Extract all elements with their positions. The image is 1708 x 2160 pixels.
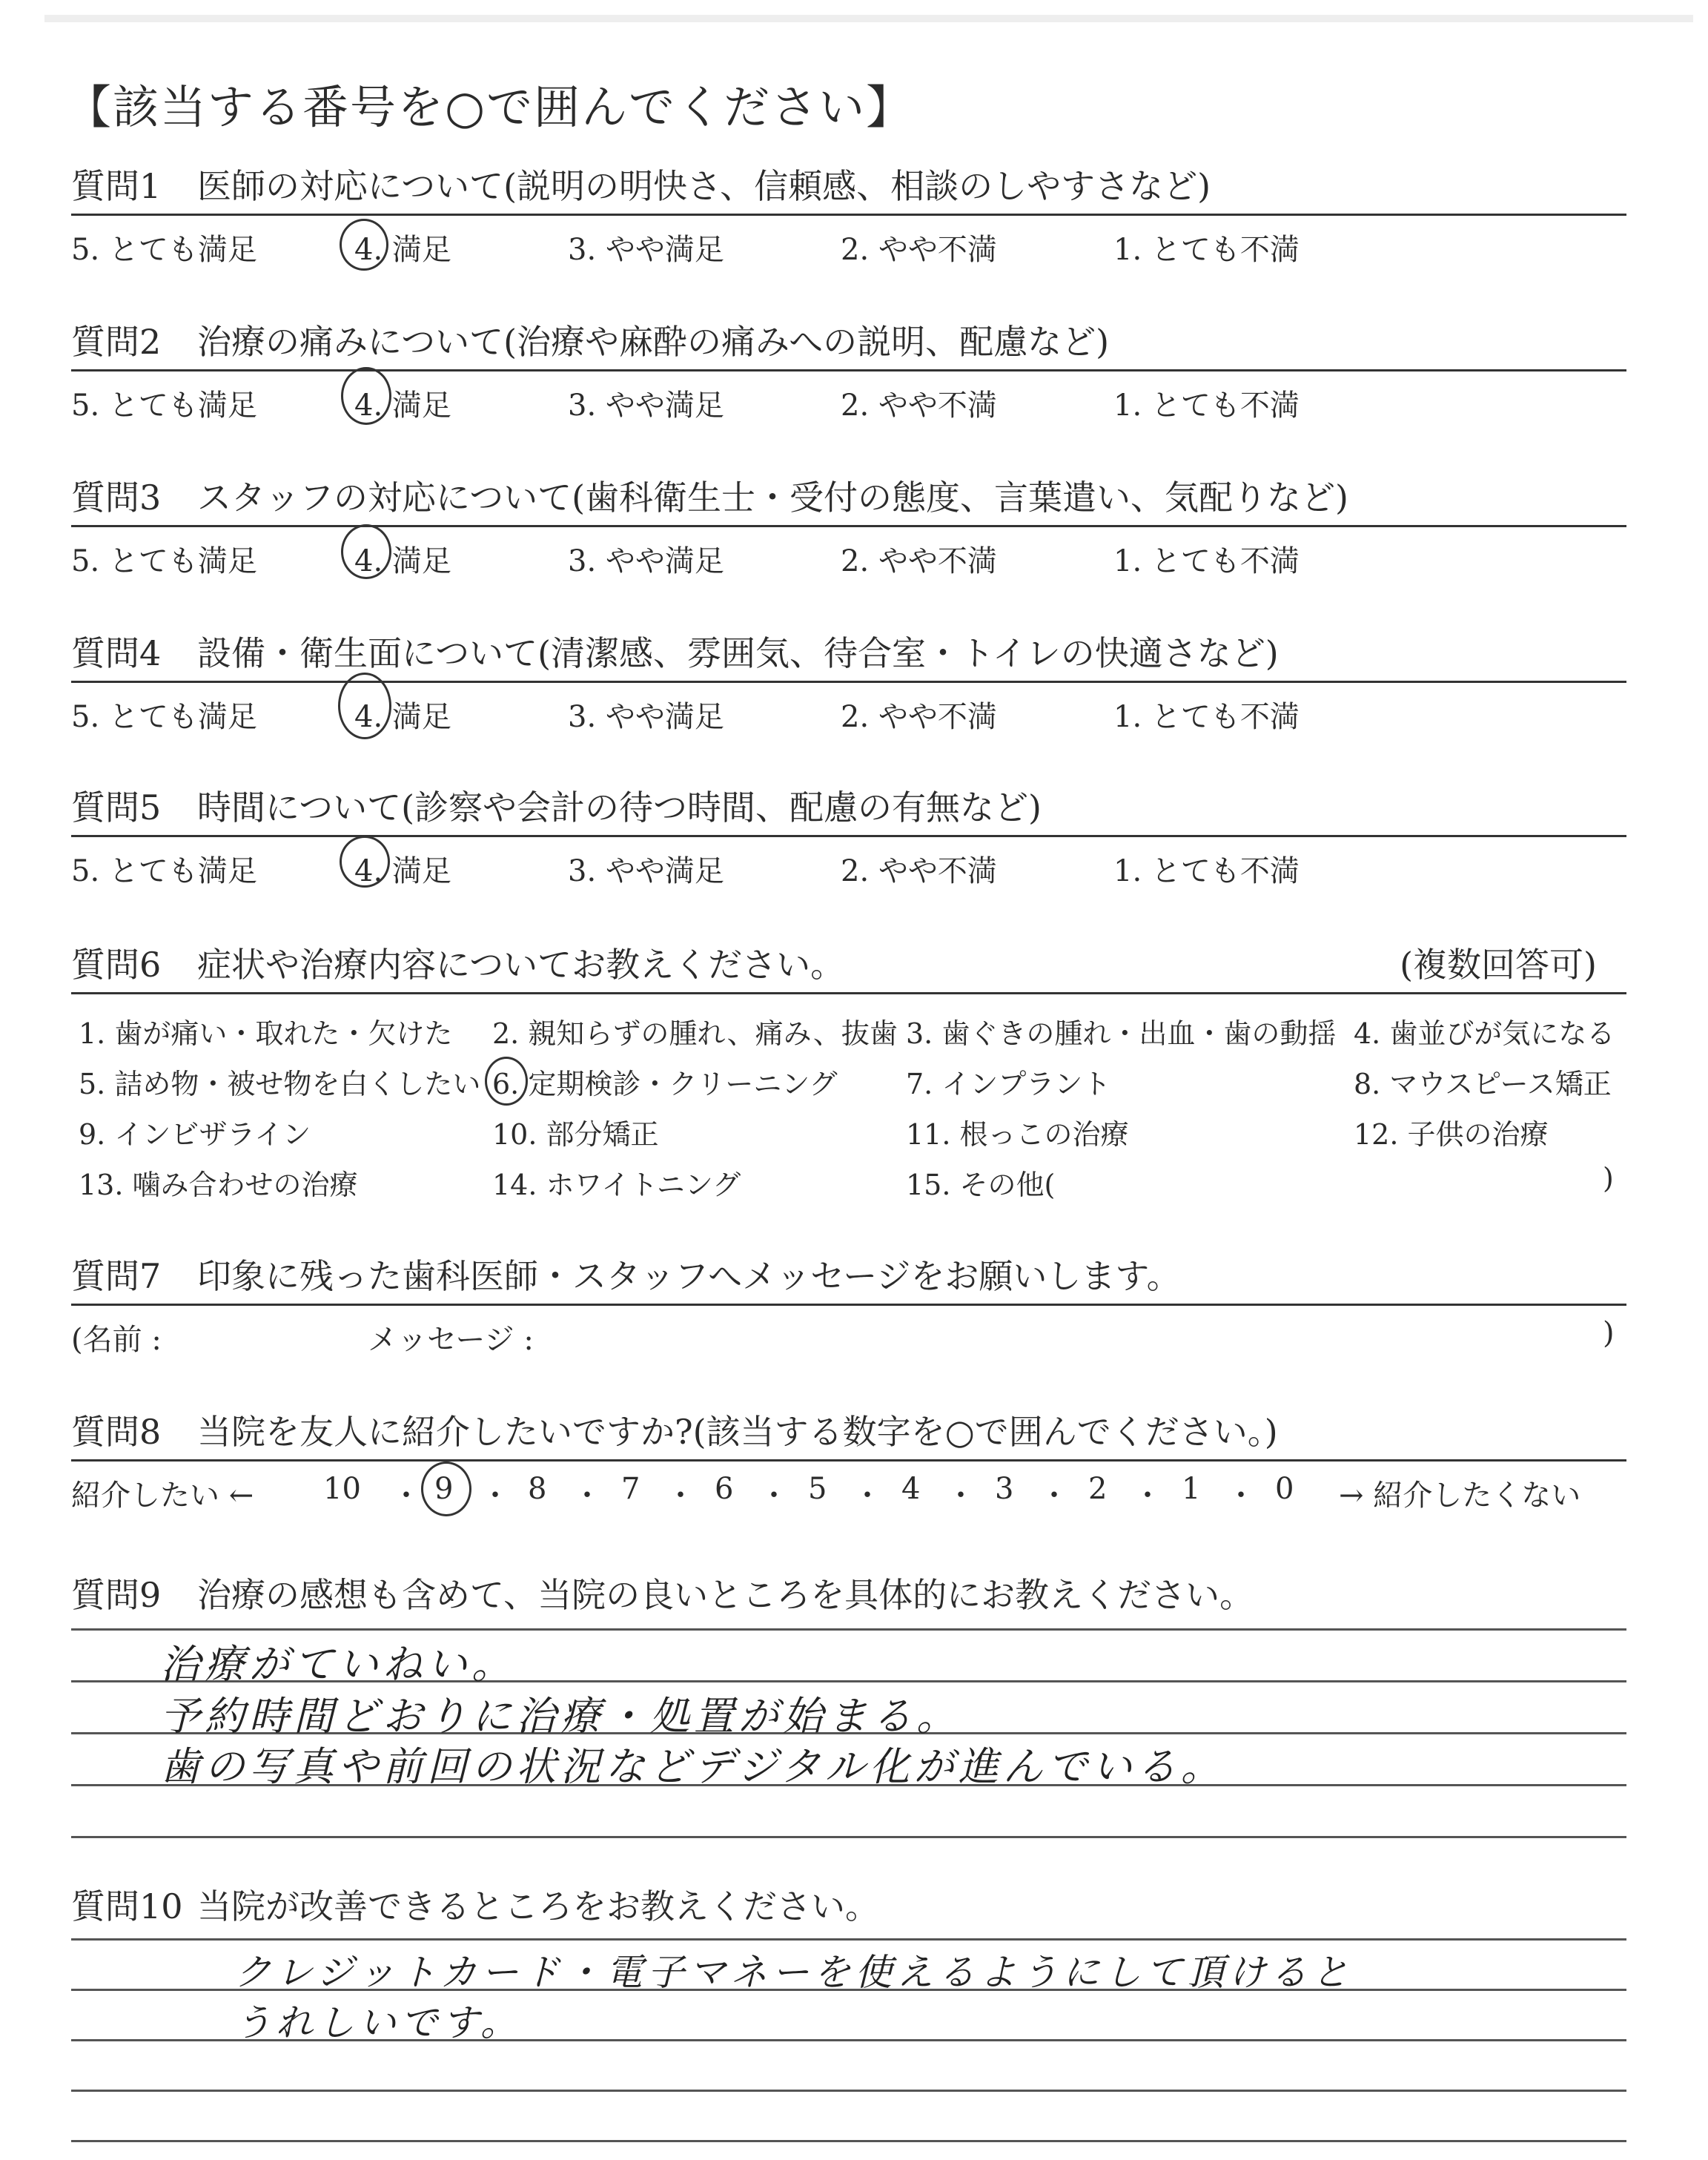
question-number: 質問7	[71, 1256, 162, 1296]
multiple-answer-note: (複数回答可)	[1400, 945, 1597, 985]
scale-0[interactable]: 0	[1275, 1472, 1294, 1506]
symptom-option-4[interactable]: 4. 歯並びが気になる	[1354, 1017, 1615, 1050]
symptom-options	[71, 994, 1626, 1202]
question-number: 質問10	[71, 1886, 183, 1926]
rating-options	[71, 683, 1626, 733]
option-4[interactable]: 4. 満足	[354, 700, 451, 734]
scale-6[interactable]: 6	[715, 1472, 734, 1506]
answer-rule	[71, 2090, 1626, 2092]
rating-options	[71, 371, 1626, 422]
question-number: 質問3	[71, 478, 162, 518]
option-3[interactable]: 3. やや満足	[568, 854, 724, 888]
question-number: 質問2	[71, 322, 162, 362]
question-5	[71, 785, 1626, 888]
symptom-option-11[interactable]: 11. 根っこの治療	[906, 1118, 1129, 1151]
option-4[interactable]: 4. 満足	[354, 544, 451, 578]
question-title: 医師の対応について(説明の明快さ、信頼感、相談のしやすさなど)	[197, 166, 1211, 206]
question-title: 症状や治療内容についてお教えください。	[197, 945, 845, 985]
question-number: 質問8	[71, 1412, 162, 1452]
symptom-option-12[interactable]: 12. 子供の治療	[1354, 1118, 1549, 1151]
scale-1[interactable]: 1	[1182, 1472, 1201, 1506]
symptom-option-10[interactable]: 10. 部分矯正	[492, 1118, 659, 1151]
selected-mark-circle	[340, 219, 388, 271]
option-3[interactable]: 3. やや満足	[568, 389, 724, 423]
recommend-label: 紹介したい ←	[71, 1479, 254, 1513]
option-2[interactable]: 2. やや不満	[841, 544, 997, 578]
not-recommend-label: → 紹介したくない	[1339, 1479, 1581, 1513]
option-2[interactable]: 2. やや不満	[841, 854, 997, 888]
question-title: スタッフの対応について(歯科衛生士・受付の態度、言葉遣い、気配りなど)	[197, 478, 1348, 518]
question-6	[71, 942, 1626, 1202]
question-4	[71, 630, 1626, 733]
rating-options	[71, 527, 1626, 578]
question-title: 治療の感想も含めて、当院の良いところを具体的にお教えください。	[197, 1575, 1254, 1615]
handwritten-answer-line-1: 治療がていねい。	[160, 1641, 516, 1688]
answer-rule	[71, 2140, 1626, 2142]
symptom-option-3[interactable]: 3. 歯ぐきの腫れ・出血・歯の動揺	[906, 1017, 1337, 1050]
answer-rule	[71, 1628, 1626, 1631]
symptom-option-14[interactable]: 14. ホワイトニング	[492, 1169, 741, 1201]
recommend-scale: 紹介したい ← 10 ・ 9 ・ 8 ・ 7 ・ 6 ・ 5 ・ 4 ・ 3 ・ 2 ・ 1 ・ 0 → 紹介したくない	[71, 1462, 1626, 1512]
other-close-paren: )	[1603, 1162, 1614, 1195]
selected-mark-circle	[341, 524, 391, 579]
option-1[interactable]: 1. とても不満	[1113, 233, 1300, 267]
selected-mark-circle	[421, 1462, 471, 1516]
selected-mark-circle	[485, 1057, 528, 1106]
symptom-option-7[interactable]: 7. インプラント	[906, 1068, 1111, 1100]
symptom-option-9[interactable]: 9. インビザライン	[79, 1118, 311, 1151]
question-number: 質問4	[71, 633, 162, 673]
message-close-paren: )	[1603, 1316, 1615, 1350]
scale-7[interactable]: 7	[621, 1472, 640, 1506]
question-9	[71, 1572, 1626, 1790]
option-2[interactable]: 2. やや不満	[841, 233, 997, 267]
option-5[interactable]: 5. とても満足	[71, 544, 257, 578]
question-3	[71, 475, 1626, 578]
question-title: 治療の痛みについて(治療や麻酔の痛みへの説明、配慮など)	[197, 322, 1110, 362]
option-3[interactable]: 3. やや満足	[568, 544, 724, 578]
message-fields	[71, 1306, 1626, 1356]
scan-top-edge	[44, 15, 1693, 22]
handwritten-answer-line-2: うれしいです。	[234, 2001, 522, 2044]
option-5[interactable]: 5. とても満足	[71, 233, 257, 267]
option-1[interactable]: 1. とても不満	[1113, 854, 1300, 888]
question-title: 当院を友人に紹介したいですか?(該当する数字を○で囲んでください。)	[197, 1412, 1278, 1452]
question-7	[71, 1253, 1626, 1356]
option-1[interactable]: 1. とても不満	[1113, 544, 1300, 578]
selected-mark-circle	[338, 673, 391, 739]
answer-rule	[71, 1938, 1626, 1941]
question-number: 質問6	[71, 945, 162, 985]
question-number: 質問5	[71, 787, 162, 828]
scale-10[interactable]: 10	[323, 1472, 361, 1506]
option-5[interactable]: 5. とても満足	[71, 854, 257, 888]
name-label: (名前 :	[71, 1323, 162, 1357]
handwritten-answer-line-3: 歯の写真や前回の状況などデジタル化が進んでいる。	[160, 1743, 1225, 1790]
form-heading: 【該当する番号を○で囲んでください】	[65, 80, 914, 134]
scale-3[interactable]: 3	[995, 1472, 1014, 1506]
question-2	[71, 319, 1626, 422]
question-title: 当院が改善できるところをお教えください。	[197, 1886, 879, 1926]
scale-2[interactable]: 2	[1088, 1472, 1108, 1506]
symptom-option-2[interactable]: 2. 親知らずの腫れ、痛み、抜歯	[492, 1017, 898, 1050]
symptom-option-13[interactable]: 13. 噛み合わせの治療	[79, 1169, 358, 1201]
scale-4[interactable]: 4	[901, 1472, 921, 1506]
answer-rule	[71, 1836, 1626, 1838]
question-10	[71, 1883, 1626, 2044]
handwritten-answer-line-1: クレジットカード・電子マネーを使えるようにして頂けると	[234, 1951, 1354, 1994]
scale-5[interactable]: 5	[808, 1472, 827, 1506]
symptom-option-15[interactable]: 15. その他(	[906, 1169, 1056, 1201]
symptom-option-6[interactable]: 6. 定期検診・クリーニング	[492, 1068, 838, 1100]
option-3[interactable]: 3. やや満足	[568, 233, 724, 267]
question-number: 質問9	[71, 1575, 162, 1615]
question-title: 設備・衛生面について(清潔感、雰囲気、待合室・トイレの快適さなど)	[197, 633, 1279, 673]
scale-9[interactable]: 9	[434, 1472, 454, 1506]
option-4[interactable]: 4. 満足	[354, 854, 451, 888]
question-number: 質問1	[71, 166, 162, 206]
question-8	[71, 1409, 1626, 1512]
rating-options	[71, 216, 1626, 266]
symptom-option-8[interactable]: 8. マウスピース矯正	[1354, 1068, 1612, 1100]
symptom-option-5[interactable]: 5. 詰め物・被せ物を白くしたい	[79, 1068, 481, 1100]
selected-mark-circle	[340, 836, 390, 888]
option-4[interactable]: 4. 満足	[354, 233, 451, 267]
option-1[interactable]: 1. とても不満	[1113, 389, 1300, 423]
selected-mark-circle	[341, 367, 391, 425]
rating-options	[71, 837, 1626, 888]
option-3[interactable]: 3. やや満足	[568, 700, 724, 734]
scale-8[interactable]: 8	[528, 1472, 547, 1506]
option-1[interactable]: 1. とても不満	[1113, 700, 1300, 734]
question-title: 時間について(診察や会計の待つ時間、配慮の有無など)	[197, 787, 1042, 828]
question-1	[71, 163, 1626, 266]
option-2[interactable]: 2. やや不満	[841, 389, 997, 423]
symptom-option-1[interactable]: 1. 歯が痛い・取れた・欠けた	[79, 1017, 453, 1050]
message-label: メッセージ :	[368, 1323, 534, 1357]
option-4[interactable]: 4. 満足	[354, 389, 451, 423]
handwritten-answer-line-2: 予約時間どおりに治療・処置が始まる。	[160, 1693, 961, 1740]
option-5[interactable]: 5. とても満足	[71, 700, 257, 734]
question-title: 印象に残った歯科医師・スタッフへメッセージをお願いします。	[197, 1256, 1181, 1296]
option-5[interactable]: 5. とても満足	[71, 389, 257, 423]
option-2[interactable]: 2. やや不満	[841, 700, 997, 734]
